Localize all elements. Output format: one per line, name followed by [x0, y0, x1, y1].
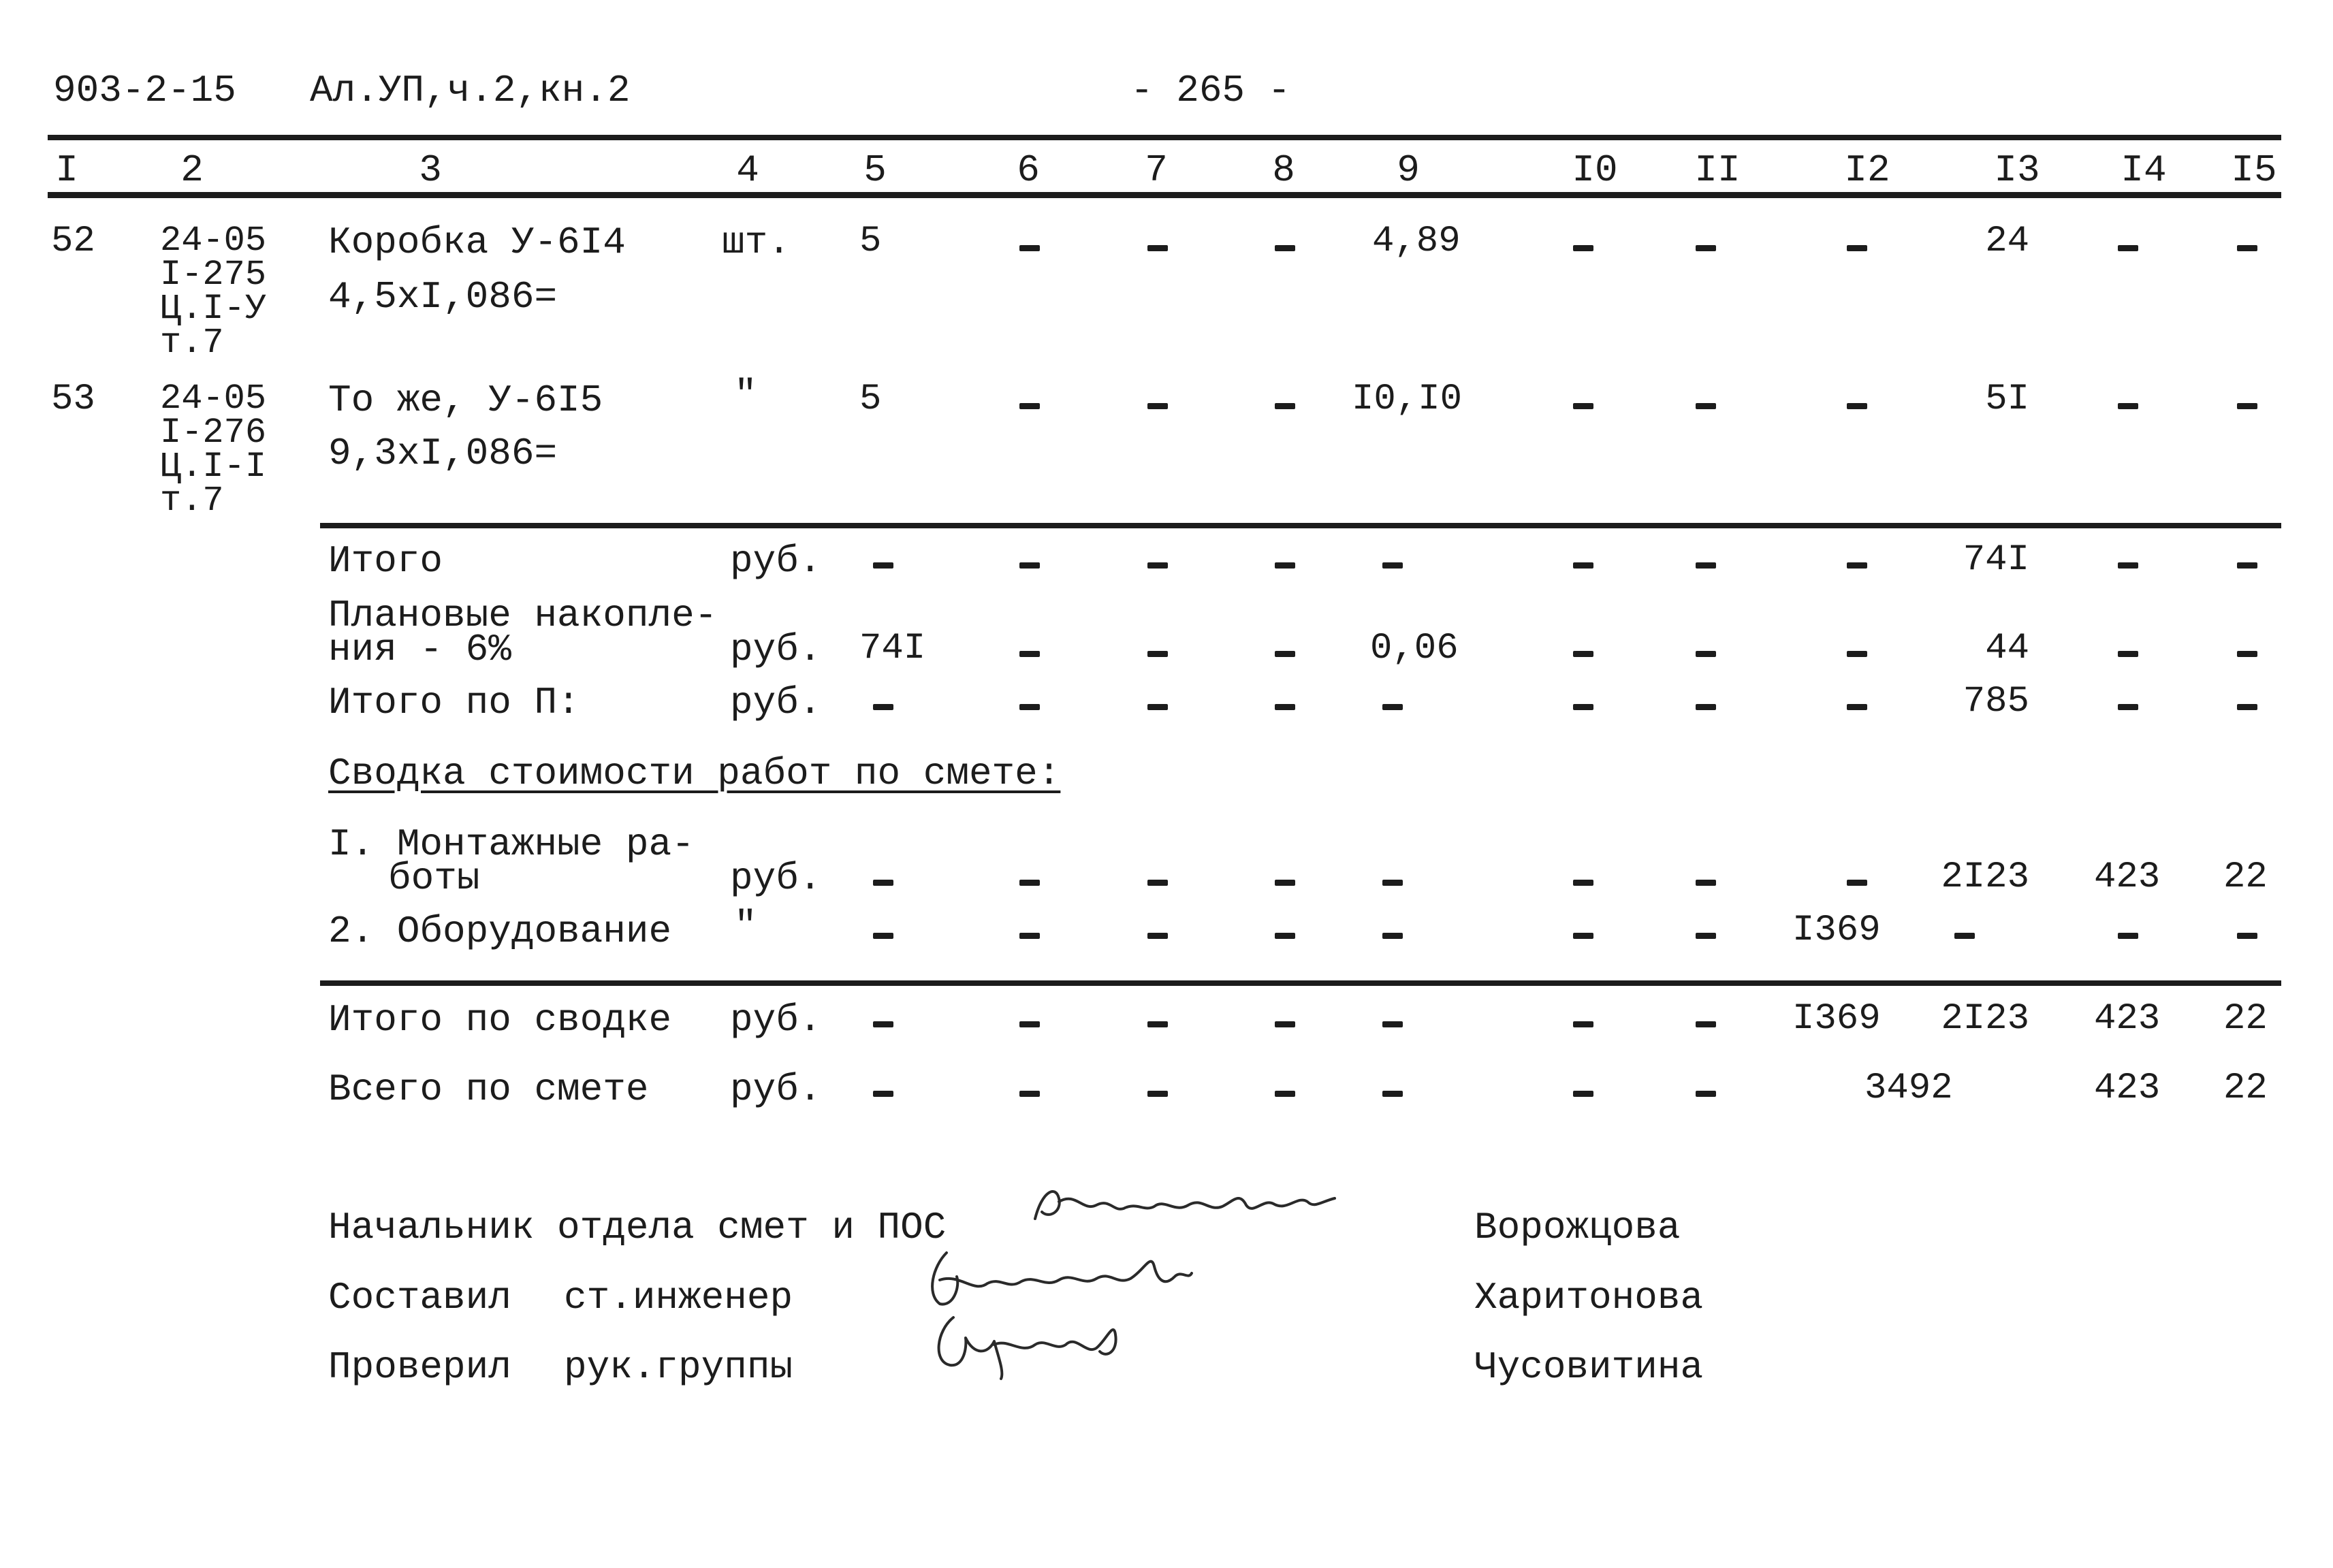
empty-cell-dash: [873, 880, 893, 886]
empty-cell-dash: [1019, 245, 1040, 251]
column-header: 9: [1397, 148, 1420, 192]
empty-cell-dash: [1275, 1021, 1295, 1027]
empty-cell-dash: [1573, 704, 1593, 710]
empty-cell-dash: [1847, 651, 1867, 657]
empty-cell-dash: [1382, 1091, 1403, 1097]
cell-col9: 4,89: [1372, 221, 1461, 262]
sig-line3-title: рук.группы: [564, 1345, 793, 1389]
header-top-rule: [48, 135, 2281, 140]
handwritten-signature-1: [1028, 1171, 1342, 1246]
empty-cell-dash: [1275, 245, 1295, 251]
empty-cell-dash: [1573, 403, 1593, 409]
row-number: 52: [51, 221, 95, 262]
empty-cell-dash: [2118, 562, 2138, 569]
column-header: 8: [1272, 148, 1295, 192]
column-header: 3: [419, 148, 442, 192]
empty-cell-dash: [1019, 651, 1040, 657]
summary-item2-label: 2. Оборудование: [328, 910, 672, 953]
itogo2-label: Итого по П:: [328, 681, 580, 724]
empty-cell-dash: [1382, 1021, 1403, 1027]
empty-cell-dash: [1573, 1021, 1593, 1027]
empty-cell-dash: [1019, 704, 1040, 710]
empty-cell-dash: [1847, 245, 1867, 251]
empty-cell-dash: [1147, 880, 1168, 886]
empty-cell-dash: [1573, 933, 1593, 939]
empty-cell-dash: [2237, 933, 2257, 939]
empty-cell-dash: [1382, 562, 1403, 569]
column-header: I4: [2121, 148, 2167, 192]
empty-cell-dash: [1275, 933, 1295, 939]
totals-rule: [320, 523, 2281, 528]
empty-cell-dash: [2237, 245, 2257, 251]
plan-col5: 74I: [859, 628, 926, 669]
empty-cell-dash: [1147, 651, 1168, 657]
row-code-line: т.7: [160, 481, 224, 521]
column-header: II: [1694, 148, 1741, 192]
empty-cell-dash: [1147, 704, 1168, 710]
summary-item1-unit: руб.: [730, 857, 822, 900]
empty-cell-dash: [2118, 651, 2138, 657]
empty-cell-dash: [1275, 704, 1295, 710]
empty-cell-dash: [1696, 403, 1716, 409]
row-description: То же, У-6I5: [328, 379, 603, 422]
column-header: I5: [2231, 148, 2277, 192]
sig-line1-name: Ворожцова: [1474, 1206, 1681, 1249]
summary-item1-col15: 22: [2223, 857, 2268, 898]
column-header: 2: [180, 148, 204, 192]
summary-item1-line2: боты: [388, 857, 480, 900]
empty-cell-dash: [2237, 403, 2257, 409]
empty-cell-dash: [1147, 403, 1168, 409]
empty-cell-dash: [1382, 933, 1403, 939]
empty-cell-dash: [2118, 403, 2138, 409]
empty-cell-dash: [1382, 880, 1403, 886]
grand-total-label: Всего по смете: [328, 1068, 649, 1111]
plan-col9: 0,06: [1370, 628, 1459, 669]
empty-cell-dash: [2237, 651, 2257, 657]
summary-item1-line1: I. Монтажные ра-: [328, 822, 695, 866]
plan-label-line2: ния - 6%: [328, 628, 511, 671]
column-header: I: [55, 148, 78, 192]
summary-heading: Сводка стоимости работ по смете:: [328, 752, 1061, 795]
row-code-line: Ц.I-У: [160, 289, 267, 329]
sig-line1-role: Начальник отдела смет и ПОС: [328, 1206, 947, 1249]
summary-total-col12: I369: [1792, 998, 1881, 1040]
row-code-line: 24-05: [160, 221, 267, 261]
empty-cell-dash: [1573, 880, 1593, 886]
column-header: 5: [863, 148, 887, 192]
sig-line3-name: Чусовитина: [1474, 1345, 1704, 1389]
empty-cell-dash: [1847, 704, 1867, 710]
row-description: 4,5хI,086=: [328, 275, 558, 319]
row-unit: ": [734, 373, 757, 417]
empty-cell-dash: [2118, 933, 2138, 939]
plan-unit: руб.: [730, 628, 822, 671]
empty-cell-dash: [1696, 704, 1716, 710]
column-header: I0: [1572, 148, 1618, 192]
grand-total-col14: 423: [2094, 1068, 2161, 1109]
itogo2-unit: руб.: [730, 681, 822, 724]
empty-cell-dash: [2118, 245, 2138, 251]
empty-cell-dash: [1847, 562, 1867, 569]
column-header: 7: [1145, 148, 1168, 192]
empty-cell-dash: [1573, 651, 1593, 657]
row-unit: шт.: [722, 221, 791, 264]
empty-cell-dash: [1019, 403, 1040, 409]
empty-cell-dash: [873, 704, 893, 710]
empty-cell-dash: [1019, 880, 1040, 886]
empty-cell-dash: [873, 933, 893, 939]
plan-col13: 44: [1985, 628, 2029, 669]
empty-cell-dash: [1696, 1091, 1716, 1097]
summary-total-col13: 2I23: [1941, 998, 2029, 1040]
grand-total-unit: руб.: [730, 1068, 822, 1111]
row-number: 53: [51, 379, 95, 420]
itogo2-col13: 785: [1963, 681, 2029, 722]
empty-cell-dash: [1696, 562, 1716, 569]
empty-cell-dash: [1696, 880, 1716, 886]
cell-col9: I0,I0: [1352, 379, 1463, 420]
sig-line2-name: Харитонова: [1474, 1276, 1704, 1319]
empty-cell-dash: [1147, 1021, 1168, 1027]
itogo-label: Итого: [328, 539, 443, 583]
empty-cell-dash: [1275, 1091, 1295, 1097]
cell-col5: 5: [859, 379, 882, 420]
summary-total-col14: 423: [2094, 998, 2161, 1040]
empty-cell-dash: [1954, 933, 1975, 939]
doc-code: 903-2-15: [53, 69, 236, 112]
itogo-col13: 74I: [1963, 539, 2029, 581]
empty-cell-dash: [2237, 562, 2257, 569]
row-description: Коробка У-6I4: [328, 221, 626, 264]
empty-cell-dash: [873, 562, 893, 569]
empty-cell-dash: [1573, 245, 1593, 251]
column-header: I3: [1994, 148, 2040, 192]
album-ref: Ал.УП,ч.2,кн.2: [310, 69, 631, 112]
empty-cell-dash: [2237, 704, 2257, 710]
summary-total-unit: руб.: [730, 998, 822, 1042]
summary-rule: [320, 980, 2281, 986]
empty-cell-dash: [1696, 1021, 1716, 1027]
cell-col13: 24: [1985, 221, 2029, 262]
sig-line2-title: ст.инженер: [564, 1276, 793, 1319]
empty-cell-dash: [1275, 651, 1295, 657]
empty-cell-dash: [1696, 933, 1716, 939]
summary-item1-col14: 423: [2094, 857, 2161, 898]
grand-total-col15: 22: [2223, 1068, 2268, 1109]
summary-item1-col13: 2I23: [1941, 857, 2029, 898]
empty-cell-dash: [1147, 933, 1168, 939]
empty-cell-dash: [1147, 245, 1168, 251]
sig-line2-role: Составил: [328, 1276, 511, 1319]
empty-cell-dash: [1275, 880, 1295, 886]
empty-cell-dash: [873, 1021, 893, 1027]
empty-cell-dash: [1382, 704, 1403, 710]
empty-cell-dash: [873, 1091, 893, 1097]
row-code-line: 24-05: [160, 379, 267, 419]
grand-total-col12-13: 3492: [1864, 1068, 1953, 1109]
plan-label-line1: Плановые накопле-: [328, 594, 718, 637]
empty-cell-dash: [1019, 562, 1040, 569]
summary-total-label: Итого по сводке: [328, 998, 672, 1042]
empty-cell-dash: [1847, 880, 1867, 886]
row-code-line: т.7: [160, 323, 224, 363]
empty-cell-dash: [1019, 1021, 1040, 1027]
empty-cell-dash: [2118, 704, 2138, 710]
empty-cell-dash: [1573, 1091, 1593, 1097]
empty-cell-dash: [1147, 562, 1168, 569]
handwritten-signature-3: [926, 1307, 1144, 1382]
cell-col5: 5: [859, 221, 882, 262]
row-code-line: Ц.I-I: [160, 447, 267, 487]
empty-cell-dash: [1019, 933, 1040, 939]
empty-cell-dash: [1275, 562, 1295, 569]
summary-item2-col12: I369: [1792, 910, 1881, 951]
summary-item2-unit: ": [734, 904, 757, 948]
empty-cell-dash: [1696, 651, 1716, 657]
itogo-unit: руб.: [730, 539, 822, 583]
column-header: I2: [1844, 148, 1890, 192]
empty-cell-dash: [1019, 1091, 1040, 1097]
empty-cell-dash: [1696, 245, 1716, 251]
empty-cell-dash: [1275, 403, 1295, 409]
row-code-line: I-275: [160, 255, 267, 295]
empty-cell-dash: [1147, 1091, 1168, 1097]
empty-cell-dash: [1847, 403, 1867, 409]
header-bottom-rule: [48, 192, 2281, 198]
column-header: 4: [736, 148, 759, 192]
column-header: 6: [1017, 148, 1040, 192]
page-number: - 265 -: [1130, 69, 1291, 112]
cell-col13: 5I: [1985, 379, 2029, 420]
summary-total-col15: 22: [2223, 998, 2268, 1040]
row-code-line: I-276: [160, 413, 267, 453]
row-description: 9,3хI,086=: [328, 432, 558, 475]
sig-line3-role: Проверил: [328, 1345, 511, 1389]
empty-cell-dash: [1573, 562, 1593, 569]
